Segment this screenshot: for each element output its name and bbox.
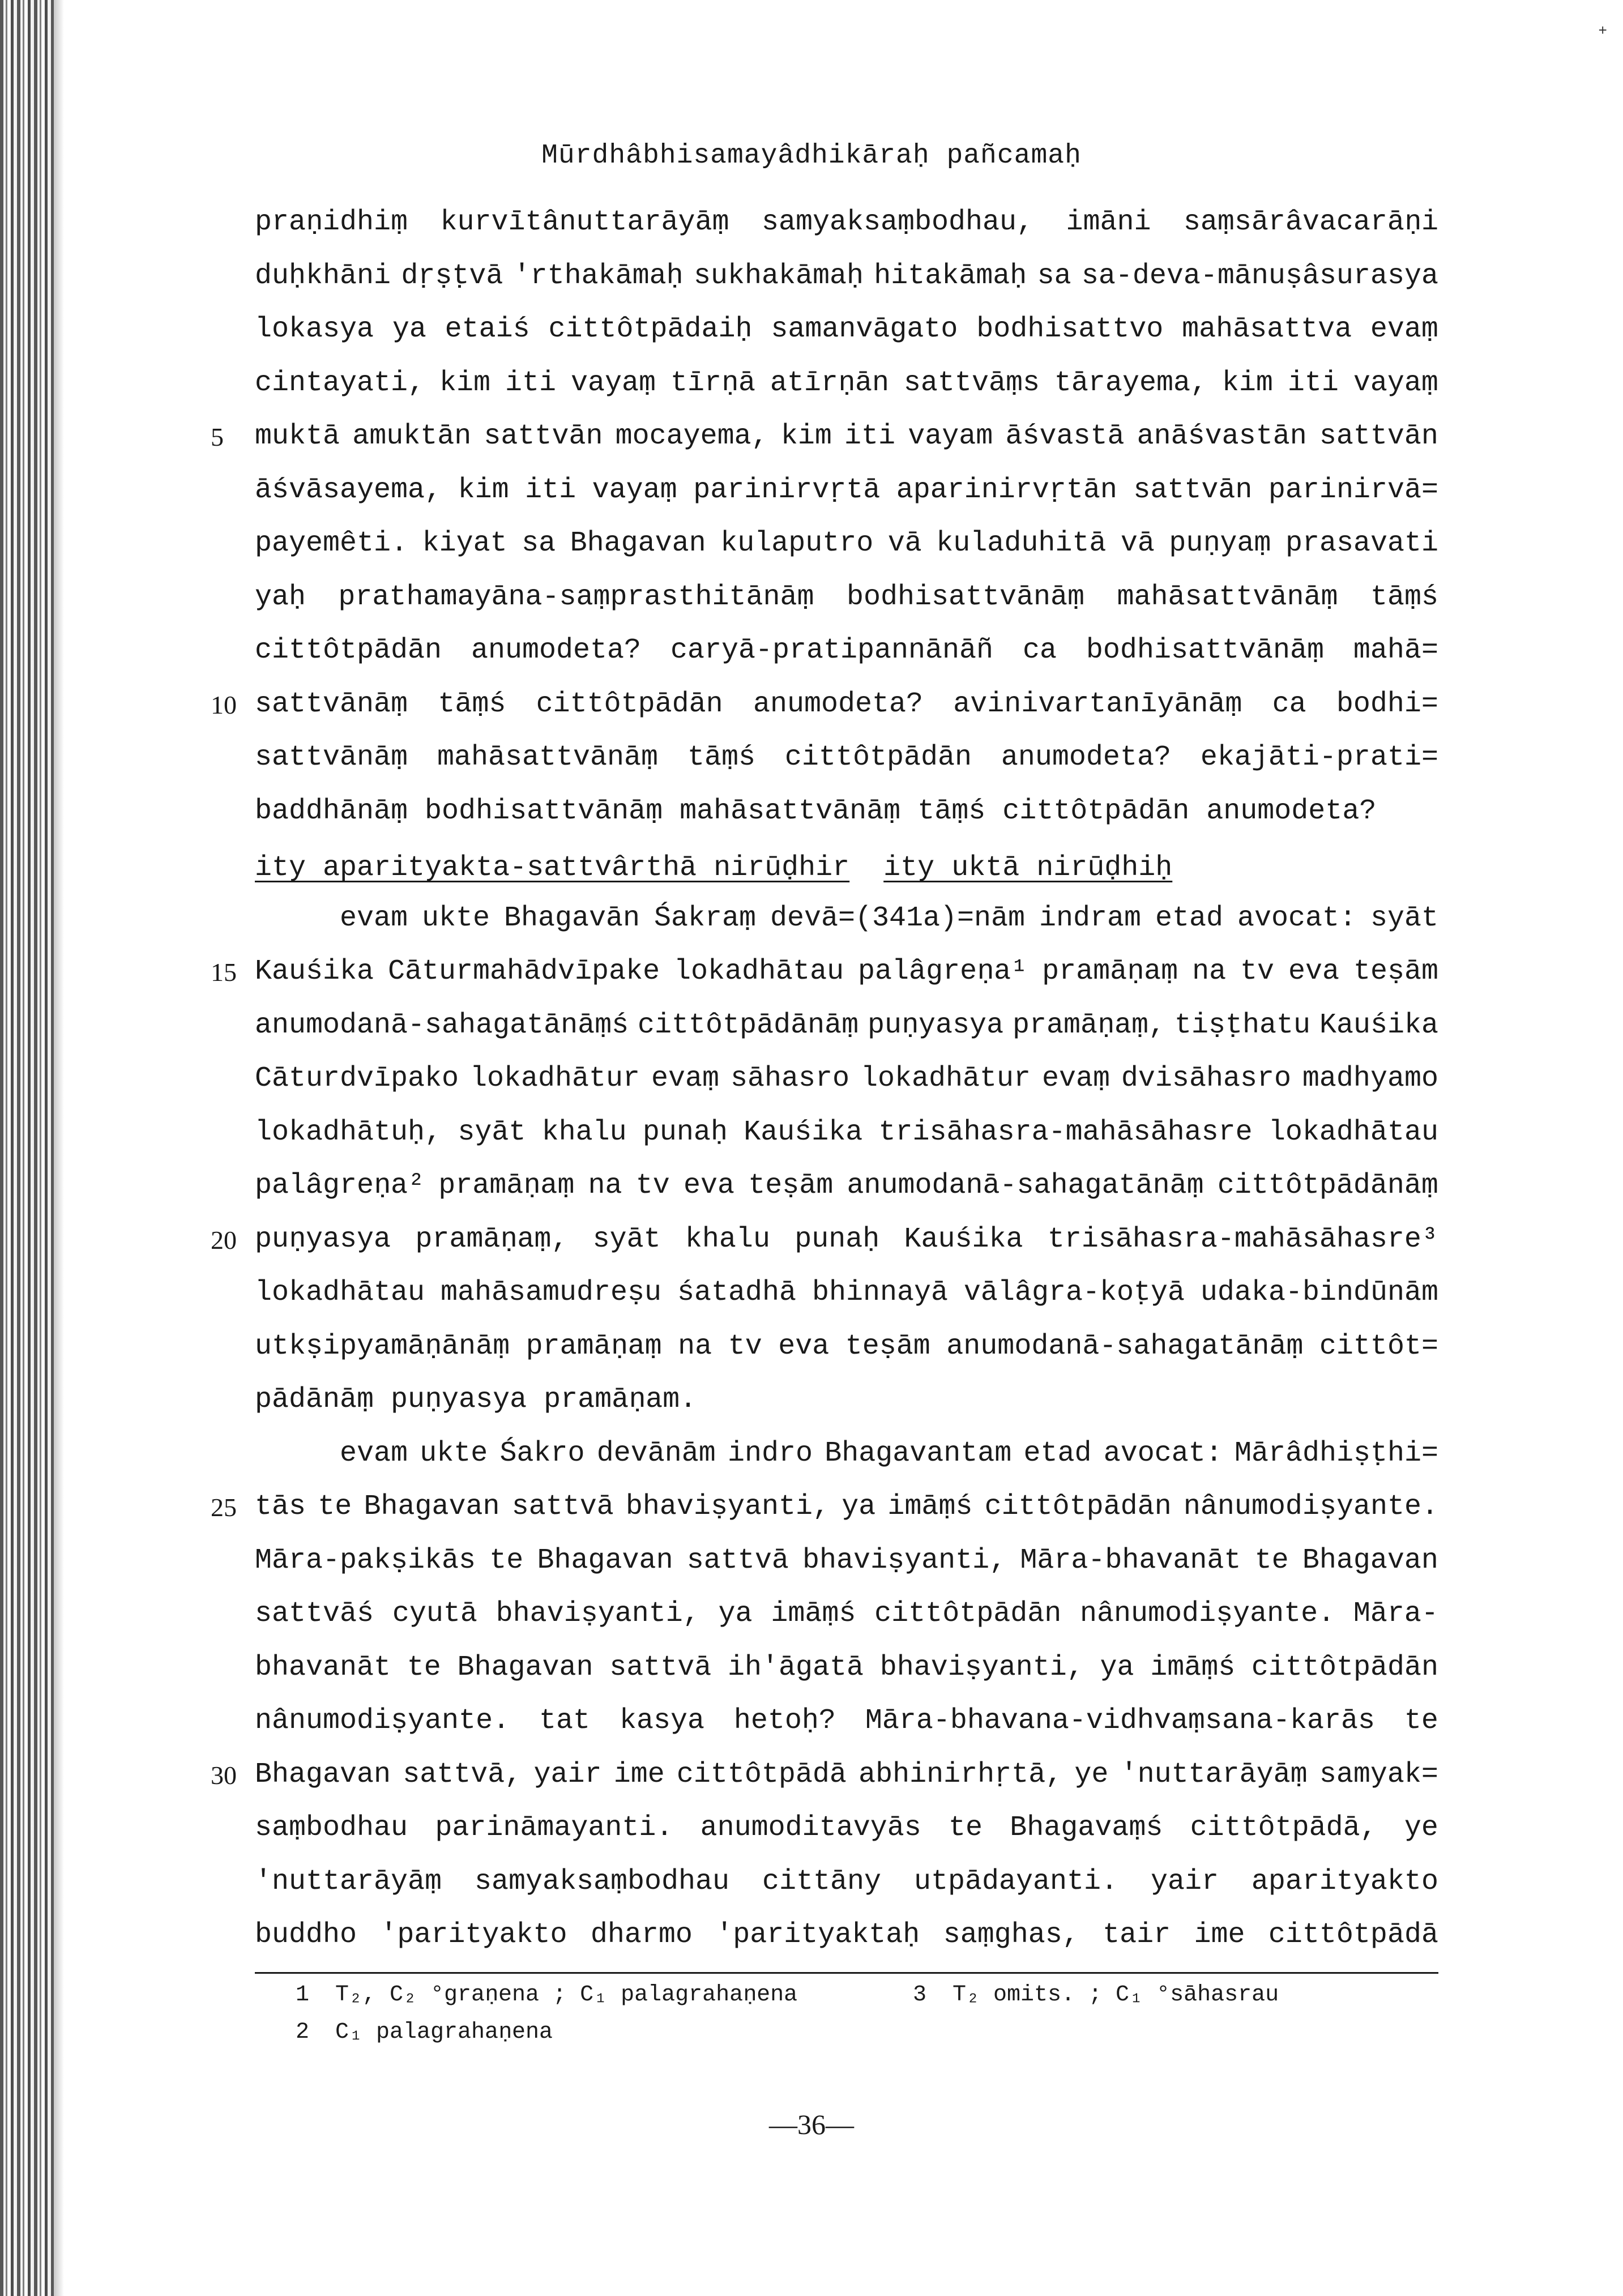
footnote-text: T₂, C₂ °graṇena ; C₁ palagrahaṇena [335,1982,798,2008]
word: trisāhasra-mahāsāhasre [878,1116,1253,1149]
word: bhaviṣyanti, [496,1598,700,1630]
word: kim [439,367,491,399]
word: muktā [255,420,340,453]
word: tīrṇā [670,367,755,399]
word: tat [539,1705,591,1737]
word: tāṃś [1370,581,1438,613]
text-line: pādānāṃ puṇyasya pramāṇam. [255,1384,697,1416]
word: Kauśika [744,1116,863,1149]
word: trisāhasra-mahāsāhasre³ [1047,1223,1438,1256]
word: iti [505,367,556,399]
word: Bhagavan [1302,1544,1438,1577]
word: anumodanā-sahagatānāṃ [946,1330,1304,1363]
word: syāt [458,1116,526,1149]
word: cittôtpādānāṃ [1217,1170,1438,1202]
word: iti [525,474,576,506]
word: atīrṇān [770,367,889,399]
word: mahā= [1353,634,1438,667]
word: ye [1404,1812,1438,1844]
word: tārayema, [1054,367,1207,399]
word: aparityakto [1251,1866,1438,1898]
word: lokadhātur [860,1062,1031,1095]
text-line [255,688,1438,722]
word: yaḥ [255,581,306,613]
word: ya [718,1598,753,1630]
word: anāśvastān [1137,420,1307,453]
word: cittôtpādānāṃ [638,1009,859,1042]
text-line [255,1330,1438,1364]
word: samyak= [1319,1759,1438,1791]
word: vayaṃ [570,367,656,399]
word: 'parityaktaḥ [716,1919,920,1951]
word: kasya [619,1705,704,1737]
text-line [255,366,1438,400]
word: sattvā [609,1651,712,1684]
text-line [340,1437,1438,1471]
text-line [255,1490,1438,1524]
word: ya [842,1491,876,1523]
word: sattvā [686,1544,789,1577]
word: indram [1039,902,1142,934]
word: mahāsamudreṣu [440,1277,662,1309]
word: kulaputro [720,527,874,560]
word: cittôtpādān [255,634,442,667]
word: lokadhātur [470,1062,640,1095]
word: prathamayāna-saṃprasthitānāṃ [338,581,814,613]
word: anumodanā-sahagatānāṃ [847,1170,1204,1202]
word: nânumodiṣyante. [255,1705,510,1737]
word: 'nuttarāyāṃ [1120,1759,1308,1791]
text-line [255,1169,1438,1203]
word: etad [1155,902,1223,934]
word: evaṃ [1041,1062,1110,1095]
line-number: 25 [211,1493,237,1522]
word: madhyamo [1302,1062,1438,1095]
line-number: 30 [211,1761,237,1790]
word: bodhisattvānāṃ [1086,634,1324,667]
word: mahāsattvānāṃ [437,741,659,774]
word: āśvāsayema, [255,474,442,506]
word: amuktān [352,420,472,453]
word: Bhagavantam [825,1437,1012,1470]
word: na [1192,955,1227,988]
text-line [255,1758,1438,1792]
word: sattvānāṃ [255,741,408,774]
text-line [255,206,1438,240]
word: udaka-bindūnām [1200,1277,1438,1309]
word: Kauśika [1319,1009,1438,1042]
word: yair [533,1759,602,1791]
word: lokadhātau [1268,1116,1438,1149]
text-line [255,1865,1438,1899]
text-line [255,1276,1438,1310]
word: bhaviṣyanti, [879,1651,1084,1684]
word: devā=(341a)=nām [770,902,1026,934]
word: sukhakāmaḥ [693,260,864,292]
word: ih'āgatā [727,1651,864,1684]
word: cittôtpādān [784,741,972,774]
word: Cāturmahādvīpake [388,955,660,988]
word: lokadhātau [674,955,844,988]
word: kim [1221,367,1273,399]
chapter-colophon [255,851,1438,885]
word: cittôtpādā [1268,1919,1438,1951]
word: pramāṇaṃ [438,1170,575,1202]
word: Māra-bhavanāt [1020,1544,1241,1577]
word: mahāsattvānāṃ [1117,581,1338,613]
text-line [255,634,1438,668]
word: samyaksaṃbodhau [474,1866,730,1898]
word: punaḥ [795,1223,880,1256]
word: vayam [908,420,993,453]
word: śatadhā [677,1277,797,1309]
text-line [255,473,1438,507]
word: pramāṇaṃ, [415,1223,569,1256]
word: na [678,1330,712,1363]
word: tair [1103,1919,1171,1951]
word: cittôtpādān [874,1598,1062,1630]
word: ukte [420,1437,488,1470]
word: ya [1100,1651,1134,1684]
word: tāṃś [438,688,506,720]
word: bhinnayā [812,1277,948,1309]
text-line [255,1009,1438,1043]
binding-shadow [54,0,64,2296]
word: Māra-pakṣikās [255,1544,476,1577]
word: devānām [596,1437,716,1470]
word: teṣām [845,1330,930,1363]
text-line: baddhānāṃ bodhisattvānāṃ mahāsattvānāṃ tāṃś cittôtpādān anumodeta? [255,795,1377,827]
footnote-text: C₁ palagrahaṇena [335,2020,553,2045]
word: teṣām [1353,955,1438,988]
word: pramāṇaṃ [1042,955,1178,988]
line-number: 10 [211,690,237,719]
word: cittôtpādā [676,1759,847,1791]
word: puṇyaṃ [1169,527,1271,560]
word: sattvā [511,1491,614,1523]
word: nânumodiṣyante. [1080,1598,1335,1630]
word: cittôtpādā, [1190,1812,1377,1844]
word: bhaviṣyanti, [625,1491,830,1523]
word: na [588,1170,622,1202]
word: dharmo [590,1919,693,1951]
word: teṣām [748,1170,834,1202]
word: abhinirhṛtā, [859,1759,1063,1791]
word: palâgreṇa² [255,1170,425,1202]
word: sattvā, [403,1759,522,1791]
word: 'nuttarāyāṃ [255,1866,442,1898]
word: tv [1240,955,1275,988]
word: kiyat [422,527,507,560]
word: anumodeta? [1001,741,1171,774]
word: Bhagavan [570,527,706,560]
word: anumodeta? [471,634,642,667]
word: Bhagavan [457,1651,593,1684]
colophon-left: ity aparityakta-sattvârthā nirūḍhir [255,852,850,884]
binding-edge [0,0,54,2296]
line-number: 20 [211,1226,237,1254]
word: bhavanāt [255,1651,391,1684]
word: anumodanā-sahagatānāṃś [255,1009,629,1042]
word: puṇyasya [255,1223,391,1256]
word: ca [1272,688,1306,720]
word: eva [684,1170,735,1202]
word: sattvānāṃ [255,688,408,720]
word: kuladuhitā [936,527,1107,560]
word: sa-deva-mānuṣâsurasya [1081,260,1438,292]
word: cittôtpādān [1251,1651,1438,1684]
word: sāhasro [730,1062,850,1095]
text-line [255,1544,1438,1578]
word: anumoditavyās [700,1812,921,1844]
word: dṛṣṭvā [401,260,503,292]
word: ukte [421,902,490,934]
word: bodhi= [1336,688,1438,720]
text-line [255,1651,1438,1685]
word: Śakro [499,1437,585,1470]
word: te [1254,1544,1289,1577]
word: 'parityakto [380,1919,567,1951]
word: tv [728,1330,762,1363]
text-line [255,1062,1438,1096]
word: prasavati [1285,527,1438,560]
word: Māra- [1353,1598,1438,1630]
word: avocat: [1103,1437,1223,1470]
word: imāṃś [771,1598,856,1630]
footnote-text: T₂ omits. ; C₁ °sāhasrau [953,1982,1279,2008]
text-line [255,420,1438,454]
word: caryā-pratipannānāñ [670,634,994,667]
word: lokadhātau [255,1277,425,1309]
word: bhaviṣyanti, [802,1544,1007,1577]
word: vā [887,527,922,560]
word: khalu [541,1116,627,1149]
word: te [949,1812,983,1844]
word: cintayati, [255,367,425,399]
word: eva [778,1330,830,1363]
word: ye [1074,1759,1109,1791]
word: cittôtpādaiḥ [548,313,753,345]
word: ime [1194,1919,1245,1951]
word: bodhisattvānāṃ [846,581,1085,613]
word: sa [522,527,556,560]
word: payemêti. [255,527,408,560]
word: cyutā [392,1598,477,1630]
word: Cāturdvīpako [255,1062,459,1095]
word: mocayema, [615,420,768,453]
word: sattvān [484,420,603,453]
word: ekajāti-prati= [1200,741,1438,774]
word: iti [844,420,896,453]
word: khalu [685,1223,770,1256]
word: aparinirvṛtān [896,474,1117,506]
word: hetoḥ? [733,1705,836,1737]
footnote-number: 2 [296,2020,310,2045]
word: evaṃ [651,1062,720,1095]
text-line [255,1704,1438,1738]
word: te [489,1544,524,1577]
word: Bhagavan [364,1491,500,1523]
word: anumodeta? [753,688,923,720]
word: tāṃś [687,741,755,774]
word: etad [1023,1437,1092,1470]
word: syāt [592,1223,661,1256]
word: duḥkhāni [255,260,391,292]
word: mahāsattva [1182,313,1352,345]
word: Kauśika [904,1223,1023,1256]
word: utpādayanti. [913,1866,1118,1898]
corner-mark: + [1598,23,1607,40]
page-header: Mūrdhâbhisamayâdhikāraḥ pañcamaḥ [541,140,1082,171]
word: Kauśika [255,955,374,988]
word: sattvān [1133,474,1253,506]
word: cittôtpādān [536,688,723,720]
word: kim [780,420,832,453]
word: evam [340,902,408,934]
word: Śakraṃ [654,902,756,934]
word: 'rthakāmaḥ [513,260,684,292]
word: samanvāgato [771,313,958,345]
word: āśvastā [1005,420,1125,453]
word: utkṣipyamāṇānāṃ [255,1330,510,1363]
word: sattvān [1319,420,1438,453]
word: yair [1150,1866,1219,1898]
footnote-number: 1 [296,1982,310,2008]
footnote-rule [255,1972,1438,1974]
text-line [255,259,1438,293]
word: sa [1037,260,1071,292]
word: iti [1287,367,1339,399]
word: tv [635,1170,670,1202]
word: evaṃ [1370,313,1438,345]
footnote-number: 3 [913,1982,927,2008]
word: buddho [255,1919,357,1951]
word: ime [613,1759,665,1791]
text-line [340,902,1438,936]
word: sattvāś [255,1598,374,1630]
text-line [255,1116,1438,1150]
word: Bhagavān [503,902,640,934]
word: te [318,1491,352,1523]
word: sattvāṃs [903,367,1040,399]
word: Bhagavaṃś [1010,1812,1163,1844]
word: parinirvā= [1268,474,1438,506]
text-line [255,955,1438,989]
word: imāni [1066,206,1151,238]
word: cittôtpādān [984,1491,1172,1523]
word: imāṃś [1150,1651,1236,1684]
word: pramāṇaṃ, [1013,1009,1166,1042]
word: saṃghas, [943,1919,1079,1951]
text-line [255,313,1438,347]
word: parinirvṛtā [693,474,881,506]
word: puṇyasya [868,1009,1004,1042]
word: kurvītânuttarāyāṃ [440,206,729,238]
word: avinivartanīyānāṃ [953,688,1242,720]
word: palâgreṇa¹ [858,955,1028,988]
word: Bhagavan [537,1544,673,1577]
word: Mārâdhiṣṭhi= [1234,1437,1438,1470]
word: samyaksaṃbodhau, [761,206,1034,238]
word: avocat: [1237,902,1356,934]
word: saṃbodhau [255,1812,408,1844]
text-line [255,581,1438,614]
line-number: 5 [211,423,224,451]
word: ca [1022,634,1057,667]
word: etaiś [445,313,530,345]
word: lokadhātuḥ, [255,1116,442,1149]
text-line [255,527,1438,561]
word: imāṃś [887,1491,973,1523]
text-line [255,1223,1438,1257]
word: vayaṃ [1353,367,1438,399]
word: cittāny [762,1866,882,1898]
word: praṇidhiṃ [255,206,408,238]
word: indro [727,1437,813,1470]
word: vayaṃ [592,474,677,506]
word: tās [255,1491,306,1523]
word: vā [1120,527,1155,560]
text-line [255,1918,1438,1952]
word: pramāṇaṃ [526,1330,662,1363]
word: evam [340,1437,408,1470]
word: te [1404,1705,1438,1737]
word: Māra-bhavana-vidhvaṃsana-karās [865,1705,1375,1737]
word: bodhisattvo [976,313,1164,345]
word: punaḥ [642,1116,728,1149]
word: parināmayanti. [435,1812,673,1844]
word: lokasya [255,313,374,345]
word: Bhagavan [255,1759,391,1791]
line-number: 15 [211,958,237,987]
colophon-right: ity uktā nirūḍhiḥ [883,852,1173,884]
text-line [255,1597,1438,1631]
word: saṃsārâvacarāṇi [1183,206,1438,238]
word: kim [458,474,509,506]
text-line [255,1811,1438,1845]
word: dvisāhasro [1121,1062,1291,1095]
word: eva [1288,955,1340,988]
word: nânumodiṣyante. [1183,1491,1438,1523]
word: ya [392,313,426,345]
word: cittôt= [1319,1330,1438,1363]
word: syāt [1370,902,1438,934]
word: hitakāmaḥ [874,260,1027,292]
word: vālâgra-koṭyā [963,1277,1185,1309]
page-number: —36— [769,2109,854,2140]
word: tiṣṭhatu [1174,1009,1311,1042]
word: te [407,1651,441,1684]
text-line [255,741,1438,775]
